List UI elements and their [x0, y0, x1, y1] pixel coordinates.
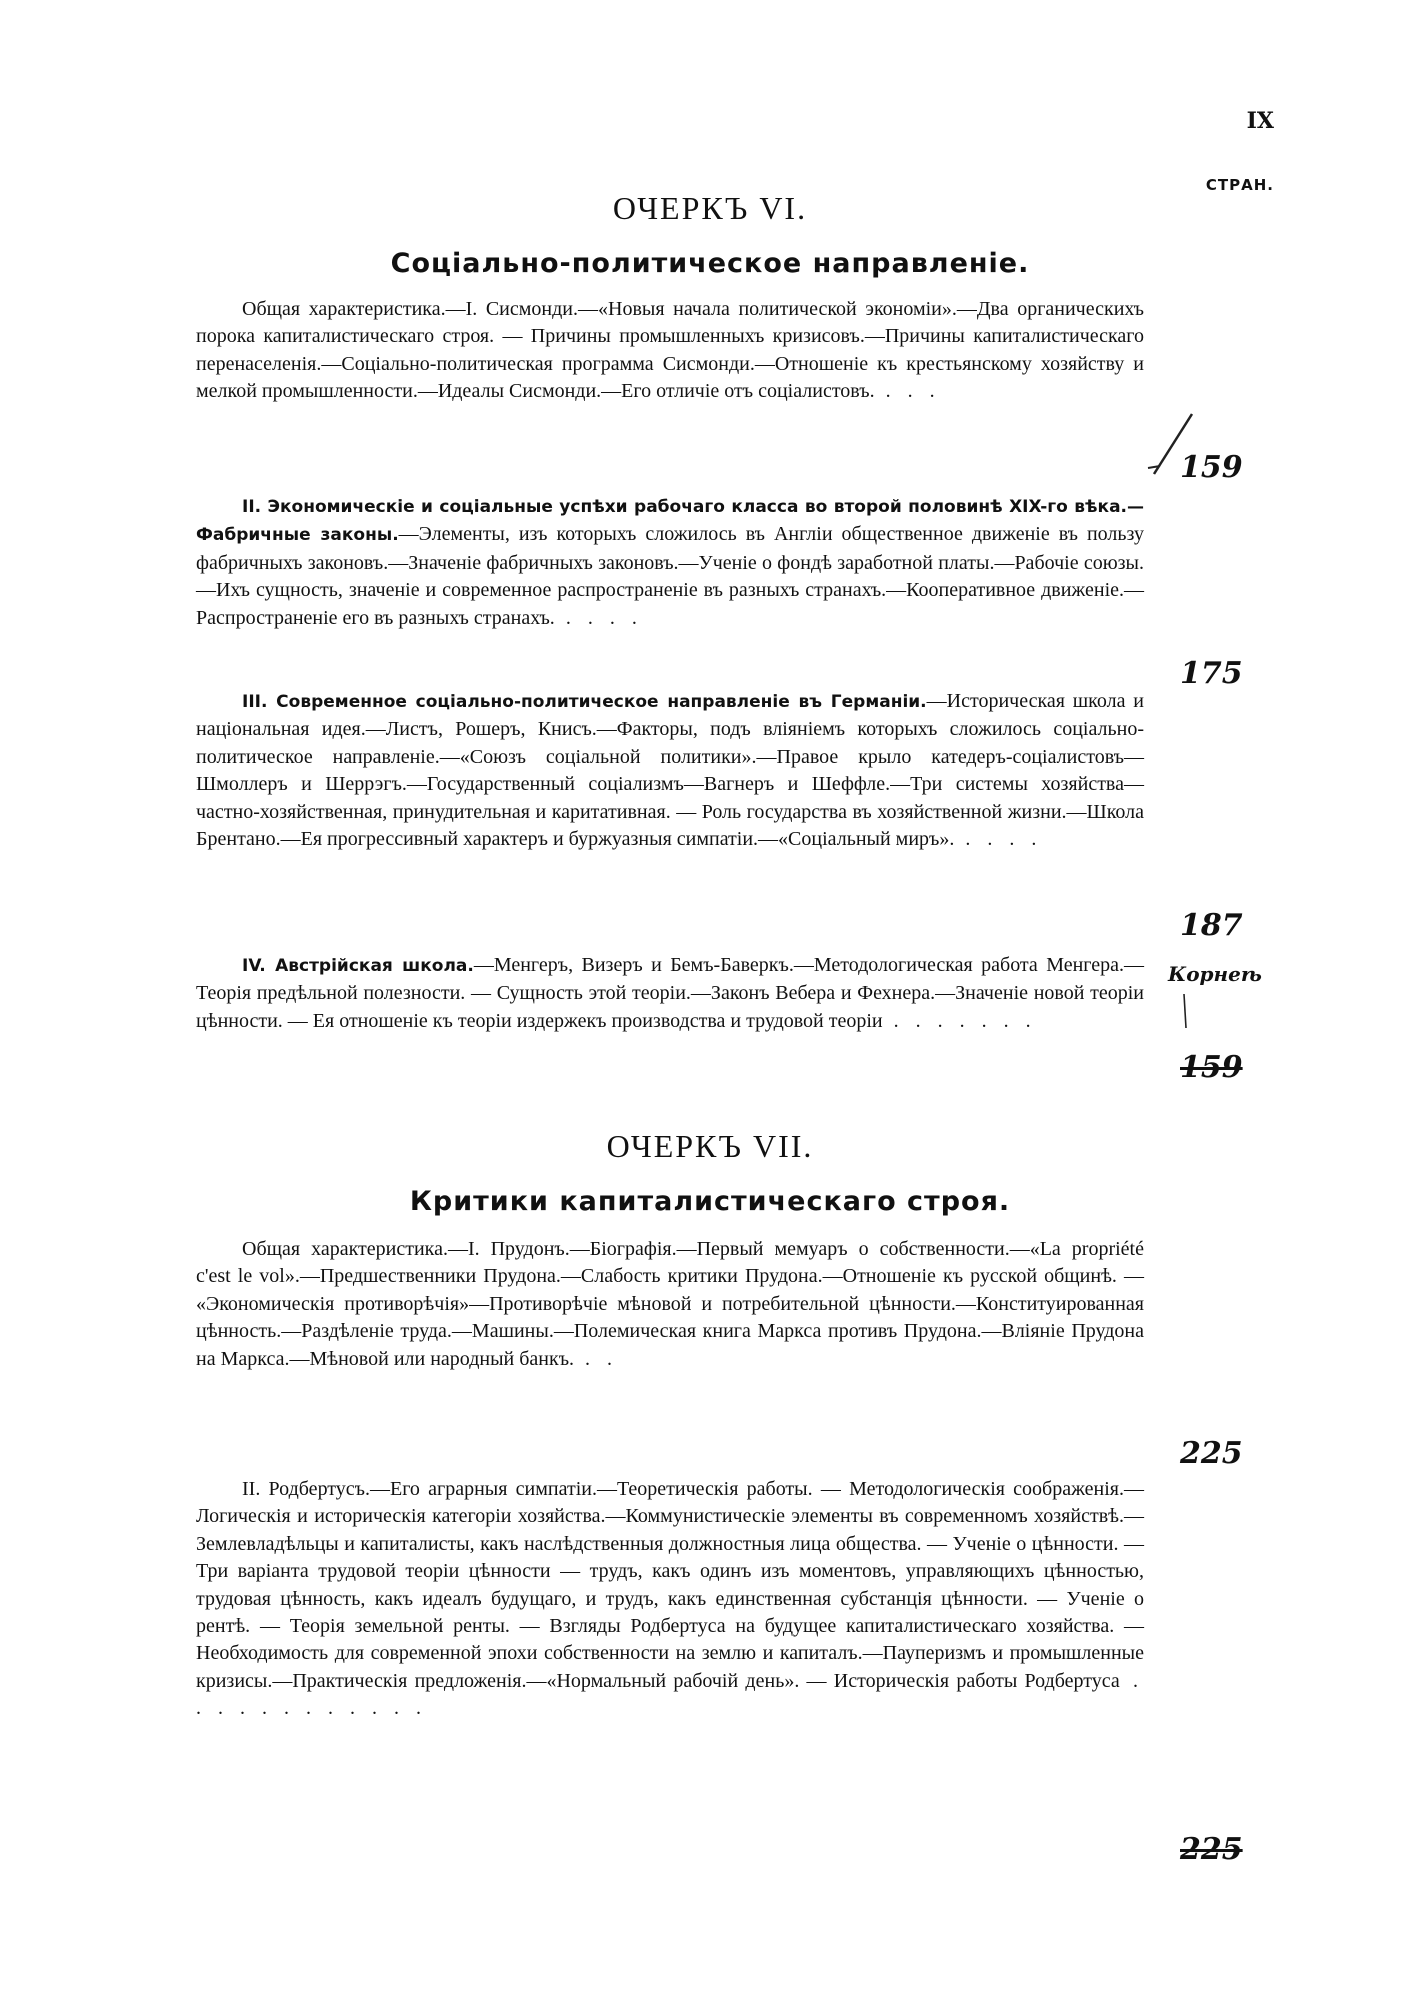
page-number: IX — [1246, 108, 1274, 134]
toc-entry: IV. Австрійская школа.—Менгеръ, Визеръ и Бемъ-Баверкъ.—Методологическая работа Менгера.—Теорія предѣльной полезности. — Сущность этой теоріи.—Законъ Вебера и Фехнера.—Значеніе новой теоріи цѣнности. — Ея отношеніе къ теоріи издержекъ производства и трудовой теоріи . . . . . . . — [196, 954, 1144, 1032]
toc-entry: II. Экономическіе и соціальные успѣхи рабочаго класса во второй половинѣ XIX-го вѣка.—Фабричные законы.—Элементы, изъ которыхъ сложилось въ Англіи общественное движеніе въ пользу фабричныхъ законовъ.—Значеніе фабричныхъ законовъ.—Ученіе о фондѣ заработной платы.—Рабочіе союзы.—Ихъ сущность, значеніе и современное распространеніе въ разныхъ странахъ.—Кооперативное движеніе.—Распространеніе его въ разныхъ странахъ. . . . . — [196, 497, 1144, 629]
sketch-vii-title: Критики капиталистическаго строя. — [409, 1186, 1011, 1217]
page-column-header: СТРАН. — [1205, 176, 1274, 194]
sketch-vi-title: Соціально-политическое направленіе. — [390, 248, 1030, 279]
margin-annotation: Корнеѣ — [1168, 962, 1262, 986]
entry-page-ref: 225 — [1180, 1436, 1243, 1471]
toc-entry: III. Современное соціально-политическое направленіе въ Германіи.—Историческая школа и національная идея.—Листъ, Рошеръ, Книсъ.—Факторы, подъ вліяніемъ которыхъ сложилось соціально-политическое направленіе.—«Союзъ соціальной политики».—Правое крыло катедеръ-соціалистовъ—Шмоллеръ и Шеррэгъ.—Государственный соціализмъ—Вагнеръ и Шеффле.—Три системы хозяйства—частно-хозяйственная, принудительная и каритативная. — Роль государства въ хозяйственной жизни.—Школа Брентано.—Ея прогрессивный характеръ и буржуазныя симпатіи.—«Соціальный миръ». . . . . — [196, 690, 1144, 851]
toc-entry: II. Родбертусъ.—Его аграрныя симпатіи.—Теоретическія работы. — Методологическія соображенія.—Логическія и историческія категоріи хозяйства.—Коммунистическіе элементы въ современномъ хозяйствѣ.—Землевладѣльцы и капиталисты, какъ наслѣдственныя должностныя лица общества. — Ученіе о цѣнности. — Три варіанта трудовой теоріи цѣнности — трудъ, какъ одинъ изъ моментовъ, управляющихъ цѣнностью, трудовая цѣнность, какъ идеалъ будущаго, и трудъ, какъ единственная субстанція цѣнности. — Ученіе о рентѣ. — Теорія земельной ренты. — Взгляды Родбертуса на будущее капиталистическаго хозяйства. — Необходимость для современной эпохи собственности на землю и капиталъ.—Пауперизмъ и промышленные кризисы.—Практическія предложенія.—«Нормальный рабочій день». — Историческія работы Родбертуса . . . . . . . . . . . . — [196, 1478, 1144, 1720]
entry-page-ref: 187 — [1180, 908, 1243, 943]
entry-lead: II. Экономическіе и соціальные успѣхи рабочаго класса во второй половинѣ XIX-го вѣка.—Фабричные законы. — [196, 497, 1144, 546]
entry-page-ref: 175 — [1180, 656, 1243, 691]
sketch-vi-heading: ОЧЕРКЪ VI. — [612, 190, 808, 226]
entry-page-ref: 225 — [1180, 1832, 1243, 1867]
entry-page-ref: 159 — [1180, 450, 1243, 485]
toc-entry: Общая характеристика.—I. Сисмонди.—«Новыя начала политической экономіи».—Два органическихъ порока капиталистическаго строя. — Причины промышленныхъ кризисовъ.—Причины капиталистическаго перенаселенія.—Соціально-политическая программа Сисмонди.—Отношеніе къ крестьянскому хозяйству и мелкой промышленности.—Идеалы Сисмонди.—Его отличіе отъ соціалистовъ. . . . — [196, 298, 1144, 403]
entry-text: Общая характеристика.—I. Сисмонди.—«Новыя начала политической экономіи».—Два органическихъ порока капиталистическаго строя. — Причины промышленныхъ кризисовъ.—Причины капиталистическаго перенаселенія.—Соціально-политическая программа Сисмонди.—Отношеніе къ крестьянскому хозяйству и мелкой промышленности.—Идеалы Сисмонди.—Его отличіе отъ соціалистовъ. — [196, 298, 1144, 403]
entry-text: —Историческая школа и національная идея.—Листъ, Рошеръ, Книсъ.—Факторы, подъ вліяніемъ которыхъ сложилось соціально-политическое направленіе.—«Союзъ соціальной политики».—Правое крыло катедеръ-соціалистовъ—Шмоллеръ и Шеррэгъ.—Государственный соціализмъ—Вагнеръ и Шеффле.—Три системы хозяйства—частно-хозяйственная, принудительная и каритативная. — Роль государства въ хозяйственной жизни.—Школа Брентано.—Ея прогрессивный характеръ и буржуазныя симпатіи.—«Соціальный миръ». — [196, 690, 1144, 851]
entry-text: —Менгеръ, Визеръ и Бемъ-Баверкъ.—Методологическая работа Менгера.—Теорія предѣльной полезности. — Сущность этой теоріи.—Законъ Вебера и Фехнера.—Значеніе новой теоріи цѣнности. — Ея отношеніе къ теоріи издержекъ производства и трудовой теоріи — [196, 954, 1144, 1032]
entry-lead: III. Современное соціально-политическое направленіе въ Германіи. — [242, 692, 927, 712]
entry-text: Общая характеристика.—I. Прудонъ.—Біографія.—Первый мемуаръ о собственности.—«La propriété c'est le vol».—Предшественники Прудона.—Слабость критики Прудона.—Отношеніе къ русской общинѣ. — «Экономическія противорѣчія»—Противорѣчіе мѣновой и потребительной цѣнности.—Конституированная цѣнность.—Раздѣленіе труда.—Машины.—Полемическая книга Маркса противъ Прудона.—Вліяніе Прудона на Маркса.—Мѣновой или народный банкъ. — [196, 1238, 1144, 1370]
pencil-mark-icon — [1178, 992, 1198, 1032]
toc-entry: Общая характеристика.—I. Прудонъ.—Біографія.—Первый мемуаръ о собственности.—«La propriété c'est le vol».—Предшественники Прудона.—Слабость критики Прудона.—Отношеніе къ русской общинѣ. — «Экономическія противорѣчія»—Противорѣчіе мѣновой и потребительной цѣнности.—Конституированная цѣнность.—Раздѣленіе труда.—Машины.—Полемическая книга Маркса противъ Прудона.—Вліяніе Прудона на Маркса.—Мѣновой или народный банкъ. . . — [196, 1238, 1144, 1370]
sketch-vii-heading: ОЧЕРКЪ VII. — [606, 1128, 814, 1164]
entry-text: II. Родбертусъ.—Его аграрныя симпатіи.—Теоретическія работы. — Методологическія соображенія.—Логическія и историческія категоріи хозяйства.—Коммунистическіе элементы въ современномъ хозяйствѣ.—Землевладѣльцы и капиталисты, какъ наслѣдственныя должностныя лица общества. — Ученіе о цѣнности. — Три варіанта трудовой теоріи цѣнности — трудъ, какъ одинъ изъ моментовъ, управляющихъ цѣнностью, трудовая цѣнность, какъ идеалъ будущаго, и трудъ, какъ единственная субстанція цѣнности. — Ученіе о рентѣ. — Теорія земельной ренты. — Взгляды Родбертуса на будущее капиталистическаго хозяйства. — Необходимость для современной эпохи собственности на землю и капиталъ.—Пауперизмъ и промышленные кризисы.—Практическія предложенія.—«Нормальный рабочій день». — Историческія работы Родбертуса — [196, 1478, 1144, 1692]
entry-page-ref: 159 — [1180, 1050, 1243, 1085]
entry-text: —Элементы, изъ которыхъ сложилось въ Англіи общественное движеніе въ пользу фабричныхъ законовъ.—Значеніе фабричныхъ законовъ.—Ученіе о фондѣ заработной платы.—Рабочіе союзы.—Ихъ сущность, значеніе и современное распространеніе въ разныхъ странахъ.—Кооперативное движеніе.—Распространеніе его въ разныхъ странахъ. — [196, 523, 1144, 629]
entry-lead: IV. Австрійская школа. — [242, 956, 474, 976]
pencil-mark-icon — [1140, 410, 1200, 480]
